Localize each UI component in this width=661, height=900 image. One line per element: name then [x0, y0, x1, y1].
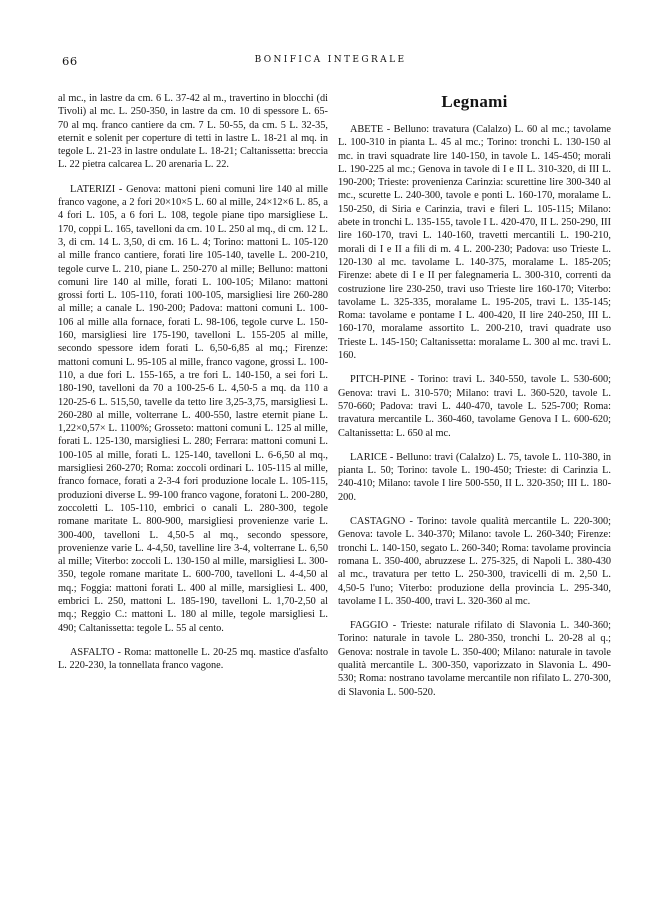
asfalto-paragraph: ASFALTO - Roma: mattonelle L. 20-25 mq. mastice d'asfalto L. 220-230, la tonnellata franco vagone. — [58, 646, 328, 672]
page-number: 66 — [62, 54, 78, 68]
running-title: BONIFICA INTEGRALE — [254, 55, 407, 65]
castagno-paragraph: CASTAGNO - Torino: tavole qualità mercantile L. 220-300; Genova: tavole L. 340-370; Milano: tavole L. 260-340; Firenze: tronchi L. 140-150, segato L. 260-340; Roma: tavolame provincia romana L. 350-400, abruzzese L. 275-325, di Napoli L. 380-430 al mc., travatura per tetto L. 250-300, travicelli di m. 2,50 L. 4,50-5 l'uno; Viterbo: produzione della provincia L. 295-340, tavolame I L. 350-400, travi L. 320-360 al mc. — [338, 516, 611, 607]
larice-paragraph: LARICE - Belluno: travi (Calalzo) L. 75, tavole L. 110-380, in pianta L. 50; Torino: tavole L. 190-450; Trieste: di Carinzia L. 240-410; Milano: tavole I lire 500-550, II L. 320-350; III L. 180-200. — [338, 451, 611, 503]
abete-paragraph: ABETE - Belluno: travatura (Calalzo) L. 60 al mc.; tavolame L. 100-310 in pianta L. 45 al mc.; Torino: tronchi L. 130-150 al mc. in travi squadrate lire 140-150, in tavole L. 145-450; morali L. 190-225 al mc.; Genova in tavole di I e II L. 310-320, di III L. 190-200; Trieste: provenienza Carinzia: scurettine lire 300-340 al mc., scurette L. 240-300, tavole e ponti L. 160-170, moralame L. 150-250, di Siria e Carinzia, travi e fileri L. 105-115; Milano: abete in tronchi L. 135-155, tavole I L. 420-470, II L. 250-290, III lire 160-170, travi L. 140-160, travetti mercantili L. 190-210, morali di I e II a fili di m. 4 L. 200-230; Padova: uso Trieste L. 120-130 al mc. tavolame L. 140-375, moralame L. 185-205; Firenze: abete di I e II per falegnameria L. 300-310, correnti da costruzione lire 230-250, travi uso Trieste lire 160-170; Viterbo: tavolame L. 325-335, moralame L. 195-205, travi L. 135-145; Roma: tavolame e pontame I L. 400-420, II lire 240-250, III L. 160-170, moralame assortito L. 200-210, travi quadrate uso Trieste L. 145-150; Caltanissetta: moralame L. 300 al mc. travi L. 160. — [338, 124, 611, 362]
laterizi-paragraph: LATERIZI - Genova: mattoni pieni comuni lire 140 al mille franco vagone, a 2 fori 20×10×5 L. 60 al mille, 24×12×6 L. 85, a 4 fori L. 105, a 6 fori L. 108, tegole piane tipo marsigliese L. 170, coppi L. 165, tavelloni da cm. 10 L. 250 al mq., di cm. 12 L. 3, di cm. 14 L. 3,50, di cm. 16 L. 4; Torino: mattoni L. 105-120 al mille franco cantiere, forati lire 105-140, tavelle L. 200-210, tegole curve L. 210, piane L. 250-270 al mille; Belluno: mattoni comuni lire 140 al mille, forati L. 100-105; Milano: mattoni grossi forti L. 105-110, forati 100-105, marsigliesi lire 260-280 al mille; a canale L. 190-200; Padova: mattoni comuni L. 100-106 al mille alla fornace, forati L. 98-106, tegole curve L. 150-160, marsigliesi lire 175-190, tavelloni L. 155-205 al mille, secondo spessore idem forati L. 6,50-6,85 al mq.; Firenze: mattoni comuni L. 95-105 al mille, franco vagone, grossi L. 100-110, a due fori L. 155-165, a tre fori L. 140-150, a sei fori L. 180-190, tavelloni da 70 a 100-25-6 L. 4,50-5 a mq. da 110 a 120-25-6 L. 515,50, tavelle da tetto lire 3,25-3,75, marsigliesi L. 260-280 al mille, volterrane L. 400-550, lastre eternit piane L. 1,22×0,57× L. 1100%; Grosseto: mattoni comuni L. 125 al mille, forati L. 125-130, marsigliesi L. 280; Ferrara: mattoni comuni L. 100-105 al mille, forati L. 125-140, tavelloni L. 6-6,50 al mq., marsigliesi 260-270; Roma: zoccoli ordinari L. 105-115 al mille, franco fornace, forati a 2-3-4 fori produzione locale L. 105-115, produzioni diverse L. 99-100 franco vagone, foratoni L. 200-280, zoccoletti L. 105-110, embrici o canali L. 280-300, tegole romane maritate L. 800-900, marsigliesi provenienze varie L. 300-400, tavelloni L. 4,50-5 al mq., secondo spessore, provenienze varie L. 4-4,50, tavelline lire 3-4, volterrane L. 6,50 al mille; Viterbo: zoccoli L. 130-150 al mille, marsigliesi L. 300-350, tegole romane maritate L. 600-700, tavelloni L. 4-4,50 al mq.; Foggia: mattoni forati L. 400 al mille, marsigliesi L. 400, embrici L. 250, mattoni L. 185-190, tavelloni L. 1,70-2,50 al mq.; Reggio C.: mattoni L. 180 al mille, tegole marsigliesi L. 490; Caltanissetta: tegole L. 55 al cento. — [58, 183, 328, 634]
left-column — [58, 92, 328, 683]
stone-prices-continued-paragraph: al mc., in lastre da cm. 6 L. 37-42 al m., travertino in blocchi (di Tivoli) al mc. L. 250-350, in lastre da cm. 10 di spessore L. 65-70 al mq. franco cantiere da cm. 7 L. 50-55, da cm. 5 L. 32-35, eternit e solenit per coperture di tetti in lastre L. 18-21 al mq. in tegole L. 21-23 in lastre ondulate L. 18-21; Caltanissetta: breccia L. 22 pietra calcarea L. 20 arenaria L. 22. — [58, 93, 328, 171]
faggio-paragraph: FAGGIO - Trieste: naturale rifilato di Slavonia L. 340-360; Torino: naturale in tavole L. 280-350, tronchi L. 20-28 al q.; Genova: nostrale in tavole L. 350-400; Milano: naturale in tavole qualità mercantile L. 300-350, vaporizzato in Slavonia L. 490-530; Roma: nostrano tavolame mercantile non rifilato L. 270-300, di Slavonia L. 500-520. — [338, 620, 611, 698]
section-title-legnami: Legnami — [441, 92, 508, 111]
page-header — [0, 54, 661, 70]
pitch-pine-paragraph: PITCH-PINE - Torino: travi L. 340-550, tavole L. 530-600; Genova: travi L. 310-570; Milano: travi L. 360-520, tavole L. 570-660; Padova: travi L. 440-470, tavole L. 525-700; Roma: travatura mercantile L. 360-460, tavolame Genova I L. 600-620; Caltanissetta: L. 650 al mc. — [338, 374, 611, 439]
right-column — [338, 92, 611, 710]
